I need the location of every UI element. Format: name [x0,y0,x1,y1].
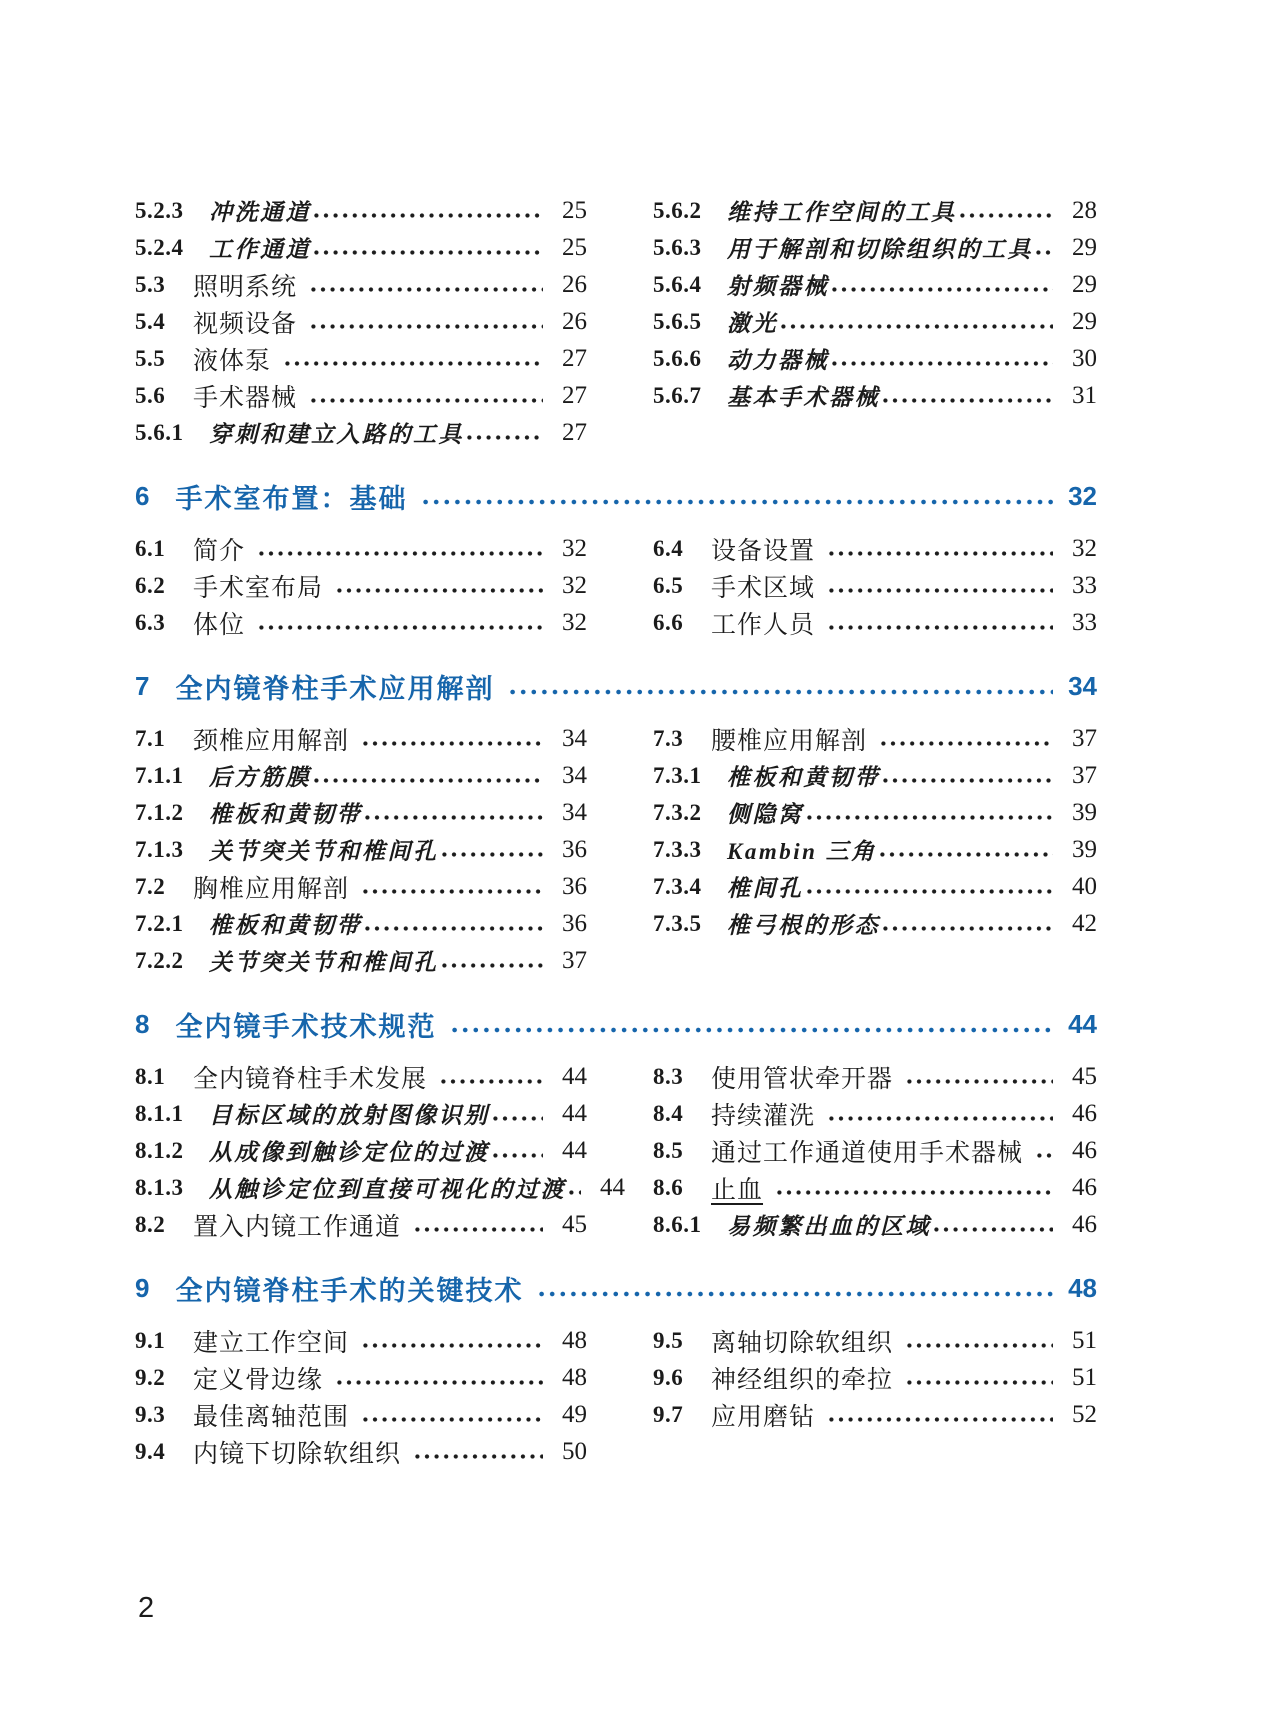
toc-entry-page: 48 [562,1326,587,1354]
leader-dots [363,741,543,746]
toc-entry-title: 关节突关节和椎间孔 [209,839,439,864]
toc-entry-title: 椎板和黄韧带 [209,802,362,827]
toc-entry-page: 28 [1072,196,1097,224]
leader-dots [365,926,543,931]
toc-entry-title: 后方筋膜 [209,765,311,790]
leader-dots [832,361,1053,366]
toc-entry [135,905,587,942]
toc-entry-title: 用于解剖和切除组织的工具 [727,237,1033,262]
leader-dots [832,287,1053,292]
toc-entry-number: 5.6.1 [135,419,184,445]
section-header [135,474,1097,518]
toc-entry-page: 26 [562,307,587,335]
toc-columns [135,1058,1097,1243]
toc-entry-title: 止血 [711,1176,764,1204]
toc-entry [653,604,1097,641]
toc-entry [135,757,587,794]
toc-entry-title: 建立工作空间 [193,1329,350,1357]
toc-entry [135,303,587,340]
toc-entry-number: 8.5 [653,1137,684,1163]
toc-entry [653,1169,1097,1206]
toc-entry-number: 7.3 [653,725,684,751]
toc-entry-page: 37 [1072,761,1097,789]
leader-dots [365,815,543,820]
leader-dots [510,689,1053,695]
toc-entry [653,831,1097,868]
toc-entry-number: 9.6 [653,1364,684,1390]
section-header [135,664,1097,708]
toc-entry-title: 胸椎应用解剖 [193,875,350,903]
toc-entry [653,1058,1097,1095]
toc-entry-page: 32 [562,571,587,599]
toc-entry-title: 射频器械 [727,274,829,299]
section-header [135,1266,1097,1310]
toc-entry-title: 使用管状牵开器 [711,1065,894,1093]
toc-entry-page: 39 [1072,835,1097,863]
toc-entry-title: Kambin 三角 [727,839,877,864]
toc-entry-number: 9.5 [653,1327,684,1353]
toc-entry-page: 27 [562,381,587,409]
toc-entry-number: 8.3 [653,1063,684,1089]
toc-entry-page: 29 [1072,270,1097,298]
toc-entry-number: 8.1.2 [135,1137,184,1163]
toc-entry [135,530,587,567]
toc-entry [135,414,587,451]
toc-entry-page: 44 [600,1173,625,1201]
leader-dots [907,1079,1053,1084]
toc-entry-page: 30 [1072,344,1097,372]
toc-entry-number: 7.2 [135,873,166,899]
toc-entry-number: 6.5 [653,572,684,598]
leader-dots [829,1417,1053,1422]
toc-section-7 [135,664,1097,979]
toc-entry-title: 手术区域 [711,574,816,602]
toc-entry [135,266,587,303]
toc-entry-number: 7.1.2 [135,799,184,825]
toc-entry-page: 51 [1072,1363,1097,1391]
section-page-number: 48 [1068,1272,1097,1303]
toc-entry-number: 8.2 [135,1211,166,1237]
toc-entry-page: 40 [1072,872,1097,900]
toc-entry-title: 内镜下切除软组织 [193,1440,402,1468]
leader-dots [363,1417,543,1422]
toc-entry-page: 45 [1072,1062,1097,1090]
toc-entry-title: 动力器械 [727,348,829,373]
toc-entry-title: 椎板和黄韧带 [209,913,362,938]
toc-entry-title: 冲洗通道 [209,200,311,225]
section-number: 6 [135,480,150,511]
toc-entry [135,1206,587,1243]
leader-dots [539,1291,1053,1297]
toc-entry-title: 维持工作空间的工具 [727,200,957,225]
toc-entry-number: 5.6.4 [653,271,702,297]
leader-dots [467,435,543,440]
toc-entry-title: 视频设备 [193,310,298,338]
toc-column-right [653,720,1097,979]
toc-entry-title: 最佳离轴范围 [193,1403,350,1431]
leader-dots [337,1380,543,1385]
leader-dots [934,1227,1053,1232]
toc-entry [135,1132,587,1169]
toc-entry-page: 37 [562,946,587,974]
toc-entry-number: 6.4 [653,535,684,561]
leader-dots [311,324,543,329]
toc-entry-title: 工作人员 [711,611,816,639]
leader-dots [311,398,543,403]
toc-entry-page: 44 [562,1099,587,1127]
toc-entry-page: 34 [562,761,587,789]
leader-dots [1036,250,1053,255]
toc-entry-number: 7.2.2 [135,947,184,973]
toc-columns [135,192,1097,451]
toc-section-9 [135,1266,1097,1470]
toc-entry-number: 7.1.3 [135,836,184,862]
toc-entry [135,377,587,414]
leader-dots [423,499,1053,505]
toc-entry-number: 5.6 [135,382,166,408]
section-title: 全内镜脊柱手术应用解剖 [175,673,495,704]
toc-entry-page: 34 [562,724,587,752]
leader-dots [880,852,1053,857]
toc-entry-title: 激光 [727,311,778,336]
toc-entry [135,942,587,979]
toc-entry [135,192,587,229]
toc-entry-title: 易频繁出血的区域 [727,1214,931,1239]
toc-column-right [653,192,1097,451]
leader-dots [883,778,1053,783]
section-number: 9 [135,1272,150,1303]
toc-entry-title: 全内镜脊柱手术发展 [193,1065,428,1093]
toc-entry-page: 45 [562,1210,587,1238]
toc-entry-title: 侧隐窝 [727,802,804,827]
toc-entry-page: 46 [1072,1136,1097,1164]
toc-entry-page: 27 [562,418,587,446]
leader-dots [314,250,543,255]
toc-column-left [135,720,587,979]
toc-entry-number: 9.7 [653,1401,684,1427]
leader-dots [907,1380,1053,1385]
toc-entry-page: 49 [562,1400,587,1428]
toc-entry [135,567,587,604]
toc-entry-number: 6.3 [135,609,166,635]
toc-entry-number: 7.3.5 [653,910,702,936]
toc-entry-title: 椎弓根的形态 [727,913,880,938]
toc-entry-number: 5.6.5 [653,308,702,334]
toc-entry-page: 36 [562,909,587,937]
leader-dots [881,741,1053,746]
toc-entry-number: 5.2.4 [135,234,184,260]
toc-entry-title: 简介 [193,537,246,565]
toc-entry-number: 7.3.1 [653,762,702,788]
toc-entry-number: 7.3.4 [653,873,702,899]
toc-entry-number: 8.1 [135,1063,166,1089]
toc-entry-number: 6.1 [135,535,166,561]
leader-dots [363,1343,543,1348]
toc-entry [653,530,1097,567]
toc-entry [135,1095,587,1132]
toc-entry-number: 6.2 [135,572,166,598]
toc-entry-title: 腰椎应用解剖 [711,727,868,755]
toc-entry-page: 32 [562,534,587,562]
leader-dots [883,398,1053,403]
section-title: 手术室布置：基础 [175,483,408,514]
toc-entry [653,720,1097,757]
toc-entry [653,266,1097,303]
leader-dots [415,1454,543,1459]
leader-dots [1037,1153,1053,1158]
toc-column-left [135,192,587,451]
leader-dots [442,852,544,857]
toc-entry-number: 8.6 [653,1174,684,1200]
toc-columns [135,720,1097,979]
toc-entry [135,1058,587,1095]
toc-entry-title: 离轴切除软组织 [711,1329,894,1357]
toc-entry-title: 手术室布局 [193,574,324,602]
toc-entry-page: 46 [1072,1173,1097,1201]
toc-entry-number: 8.6.1 [653,1211,702,1237]
toc-entry [135,720,587,757]
toc-entry-title: 神经组织的牵拉 [711,1366,894,1394]
toc-column-left [135,1322,587,1470]
toc-entry-title: 颈椎应用解剖 [193,727,350,755]
toc-entry [135,868,587,905]
leader-dots [285,361,543,366]
toc-entry [653,1132,1097,1169]
toc-column-right [653,1322,1097,1470]
toc-entry-page: 33 [1072,571,1097,599]
toc-entry [653,303,1097,340]
leader-dots [259,551,543,556]
toc-entry-number: 9.4 [135,1438,166,1464]
toc-entry [135,831,587,868]
toc-columns [135,1322,1097,1470]
section-title: 全内镜脊柱手术的关键技术 [175,1275,524,1306]
toc-entry-page: 37 [1072,724,1097,752]
leader-dots [807,815,1054,820]
toc-columns [135,530,1097,641]
toc-entry-title: 应用磨钻 [711,1403,816,1431]
toc-entry-page: 44 [562,1062,587,1090]
toc-entry-title: 照明系统 [193,273,298,301]
toc-entry [135,1322,587,1359]
leader-dots [777,1190,1053,1195]
section-page-number: 34 [1068,670,1097,701]
toc-entry-title: 通过工作通道使用手术器械 [711,1139,1024,1167]
section-number: 8 [135,1008,150,1039]
toc-entry [653,229,1097,266]
toc-entry-number: 5.6.7 [653,382,702,408]
leader-dots [452,1027,1053,1033]
toc-entry-number: 7.2.1 [135,910,184,936]
leader-dots [829,1116,1053,1121]
toc-entry [135,229,587,266]
toc-entry-number: 7.1 [135,725,166,751]
toc-entry-number: 5.3 [135,271,166,297]
toc-entry-page: 51 [1072,1326,1097,1354]
leader-dots [314,213,543,218]
toc-entry-number: 9.2 [135,1364,166,1390]
toc-section-continued [135,192,1097,451]
toc-section-6 [135,474,1097,641]
toc-entry-number: 8.4 [653,1100,684,1126]
toc-entry-number: 7.3.2 [653,799,702,825]
leader-dots [493,1116,544,1121]
toc-entry-title: 手术器械 [193,384,298,412]
toc-entry-number: 7.3.3 [653,836,702,862]
toc-entry-number: 5.4 [135,308,166,334]
toc-entry-page: 34 [562,798,587,826]
toc-entry [135,1359,587,1396]
toc-entry-page: 39 [1072,798,1097,826]
section-header [135,1002,1097,1046]
toc-entry-page: 29 [1072,307,1097,335]
leader-dots [311,287,543,292]
leader-dots [363,889,543,894]
toc-entry [653,1322,1097,1359]
toc-entry-title: 体位 [193,611,246,639]
toc-entry [653,377,1097,414]
toc-entry-page: 31 [1072,381,1097,409]
toc-entry-page: 44 [562,1136,587,1164]
toc-entry-page: 32 [1072,534,1097,562]
toc-entry-title: 从触诊定位到直接可视化的过渡 [209,1177,566,1202]
toc-entry-title: 持续灌洗 [711,1102,816,1130]
toc-entry [653,1206,1097,1243]
toc-entry-number: 5.6.6 [653,345,702,371]
toc-entry-number: 7.1.1 [135,762,184,788]
toc-column-right [653,530,1097,641]
toc-entry-title: 工作通道 [209,237,311,262]
toc-entry [653,567,1097,604]
toc-entry-title: 设备设置 [711,537,816,565]
toc-entry-page: 26 [562,270,587,298]
leader-dots [960,213,1054,218]
toc-entry [653,340,1097,377]
toc-entry-page: 50 [562,1437,587,1465]
toc-entry-page: 48 [562,1363,587,1391]
section-number: 7 [135,670,150,701]
toc-entry [135,1396,587,1433]
toc-entry [135,340,587,377]
section-title: 全内镜手术技术规范 [175,1011,437,1042]
leader-dots [442,963,544,968]
section-page-number: 32 [1068,480,1097,511]
toc-column-left [135,1058,625,1243]
toc-entry-title: 液体泵 [193,347,272,375]
toc-entry-page: 25 [562,233,587,261]
toc-entry [653,905,1097,942]
toc-entry-title: 椎板和黄韧带 [727,765,880,790]
toc-entry [653,868,1097,905]
toc-entry-page: 25 [562,196,587,224]
toc-entry-number: 8.1.3 [135,1174,184,1200]
leader-dots [415,1227,543,1232]
toc-entry-number: 9.3 [135,1401,166,1427]
toc-entry-title: 穿刺和建立入路的工具 [209,422,464,447]
toc-entry-title: 椎间孔 [727,876,804,901]
toc-entry [135,604,587,641]
toc-entry-number: 9.1 [135,1327,166,1353]
toc-entry-title: 从成像到触诊定位的过渡 [209,1140,490,1165]
leader-dots [883,926,1053,931]
toc-entry-number: 6.6 [653,609,684,635]
leader-dots [337,588,543,593]
toc-entry-number: 5.5 [135,345,166,371]
leader-dots [807,889,1054,894]
leader-dots [829,625,1053,630]
toc-entry-title: 基本手术器械 [727,385,880,410]
section-page-number: 44 [1068,1008,1097,1039]
footer-page-number: 2 [138,1592,155,1624]
leader-dots [829,588,1053,593]
toc-entry-title: 置入内镜工作通道 [193,1213,402,1241]
toc-entry [653,794,1097,831]
toc-root [135,192,1097,1470]
toc-entry-number: 5.2.3 [135,197,184,223]
toc-entry [135,1169,625,1206]
toc-entry [653,192,1097,229]
toc-entry-page: 32 [562,608,587,636]
toc-entry-page: 46 [1072,1099,1097,1127]
leader-dots [441,1079,543,1084]
leader-dots [781,324,1053,329]
toc-column-left [135,530,587,641]
toc-entry-number: 5.6.3 [653,234,702,260]
toc-entry [653,1396,1097,1433]
leader-dots [907,1343,1053,1348]
toc-entry [653,1359,1097,1396]
toc-entry [653,1095,1097,1132]
toc-entry-title: 关节突关节和椎间孔 [209,950,439,975]
toc-entry [135,1433,587,1470]
toc-entry-page: 42 [1072,909,1097,937]
toc-entry-title: 目标区域的放射图像识别 [209,1103,490,1128]
toc-section-8 [135,1002,1097,1243]
leader-dots [829,551,1053,556]
toc-entry-page: 36 [562,835,587,863]
toc-entry-number: 5.6.2 [653,197,702,223]
leader-dots [259,625,543,630]
toc-entry-page: 52 [1072,1400,1097,1428]
toc-entry [653,757,1097,794]
leader-dots [569,1190,581,1195]
toc-entry [135,794,587,831]
leader-dots [314,778,543,783]
toc-entry-page: 29 [1072,233,1097,261]
toc-entry-number: 8.1.1 [135,1100,184,1126]
leader-dots [493,1153,544,1158]
toc-entry-page: 36 [562,872,587,900]
toc-entry-page: 33 [1072,608,1097,636]
toc-page [135,180,1097,1470]
toc-column-right [653,1058,1097,1243]
toc-entry-page: 27 [562,344,587,372]
toc-entry-title: 定义骨边缘 [193,1366,324,1394]
toc-entry-page: 46 [1072,1210,1097,1238]
